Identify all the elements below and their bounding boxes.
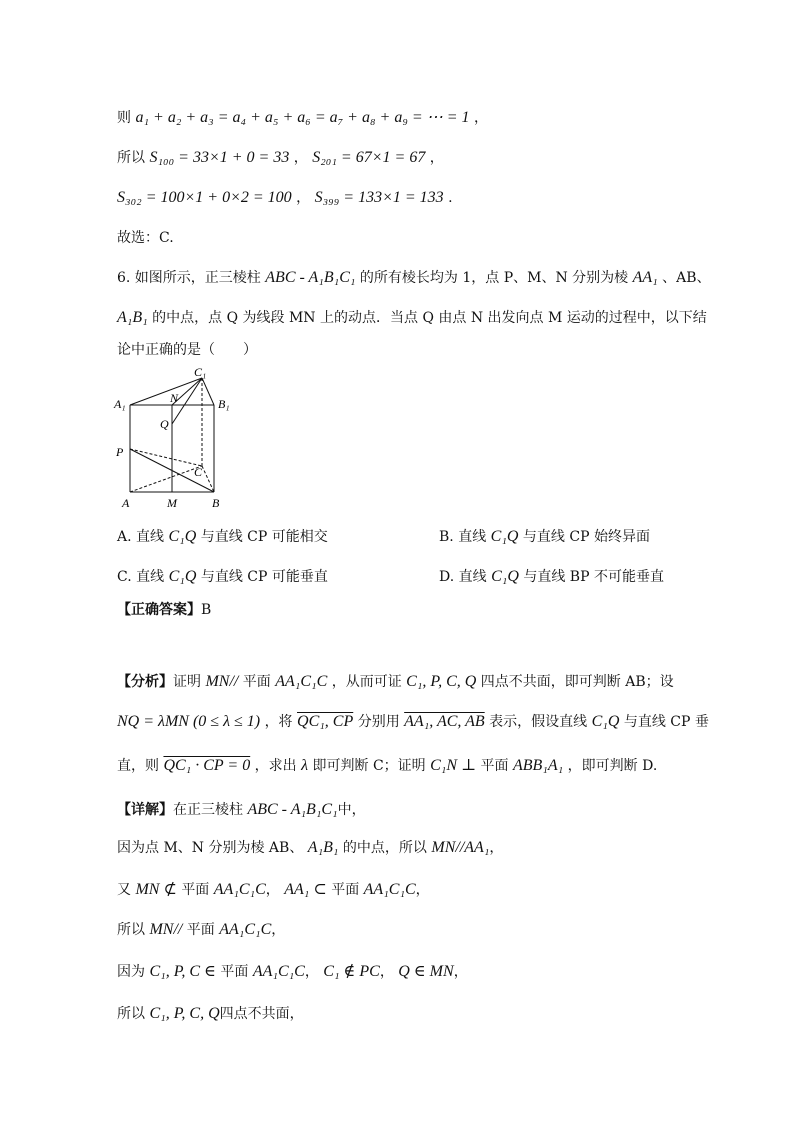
math-expression: MN ⊄ bbox=[135, 881, 177, 898]
math-expression: AA₁C₁C bbox=[252, 963, 305, 980]
sol5-line-2 bbox=[117, 148, 444, 168]
text: D. 直线 bbox=[439, 569, 487, 585]
correct-answer bbox=[117, 600, 211, 620]
math-expression: S₃₉₉ = 133×1 = 133 bbox=[314, 189, 444, 206]
text: 所以 bbox=[117, 150, 145, 166]
edge-a1c1 bbox=[130, 378, 202, 405]
math-expression: λ bbox=[301, 757, 309, 774]
answer-value: B bbox=[201, 602, 212, 618]
label-c1: C₁ bbox=[194, 365, 207, 379]
text: ， bbox=[489, 840, 504, 856]
text: 分别用 bbox=[357, 714, 400, 730]
q6-stem-line-3: 论中正确的是（ ） bbox=[117, 342, 257, 358]
text: 6. 如图所示，正三棱柱 bbox=[117, 270, 261, 286]
segment-pc bbox=[130, 449, 202, 466]
analysis-line-1 bbox=[117, 672, 674, 692]
text: 所以 bbox=[117, 922, 145, 938]
punct: . bbox=[448, 190, 453, 206]
text: 与直线 CP 始终异面 bbox=[522, 529, 650, 545]
math-expression: Q ∈ MN bbox=[398, 963, 454, 980]
math-expression: C₁Q bbox=[591, 713, 620, 730]
math-expression: A₁B₁ bbox=[117, 309, 148, 326]
math-expression: MN// bbox=[205, 673, 239, 690]
text: ， bbox=[453, 964, 468, 980]
math-expression: S₃₀₂ = 100×1 + 0×2 = 100 bbox=[117, 189, 292, 206]
text: 又 bbox=[117, 882, 131, 898]
math-expression: C₁, P, C ∈ bbox=[149, 963, 216, 980]
text: 与直线 CP 垂 bbox=[623, 714, 709, 730]
label-m: M bbox=[167, 496, 177, 510]
text: 与直线 BP 不可能垂直 bbox=[523, 569, 664, 585]
math-expression: AA₁ bbox=[632, 269, 658, 286]
sol5-line-3 bbox=[117, 188, 453, 208]
text: ，从而可证 bbox=[331, 674, 402, 690]
text: ，即可判断 D. bbox=[567, 758, 658, 774]
label-n: N bbox=[170, 391, 179, 405]
text: 则 bbox=[117, 110, 131, 126]
detail-line-6 bbox=[117, 1004, 304, 1024]
text: 平面 bbox=[186, 922, 215, 938]
math-expression: C₁, P, C, Q bbox=[149, 1005, 220, 1022]
math-expression: S₁₀₀ = 33×1 + 0 = 33 bbox=[149, 149, 290, 166]
label-p: P bbox=[116, 445, 124, 459]
text: 与直线 CP 可能垂直 bbox=[200, 569, 328, 585]
text: ，将 bbox=[264, 714, 293, 730]
label-c: C bbox=[194, 465, 203, 479]
analysis-line-2 bbox=[117, 712, 709, 732]
text: 平面 bbox=[220, 964, 249, 980]
text: ， bbox=[265, 882, 280, 898]
math-expression: AA₁C₁C bbox=[275, 673, 328, 690]
math-expression: MN// bbox=[149, 921, 183, 938]
analysis-label: 【分析】 bbox=[117, 674, 173, 690]
q6-stem-line-2 bbox=[117, 308, 707, 328]
math-expression: ABC - A₁B₁C₁ bbox=[247, 801, 338, 818]
detail-line-4 bbox=[117, 920, 285, 940]
text: 所以 bbox=[117, 1006, 145, 1022]
label-q: Q bbox=[160, 417, 169, 431]
sol5-line-1 bbox=[117, 108, 488, 128]
math-expression: C₁Q bbox=[168, 568, 197, 585]
text: ， bbox=[379, 964, 394, 980]
edge-cb bbox=[202, 466, 214, 492]
math-expression: ABB₁A₁ bbox=[512, 757, 564, 774]
detail-label: 【详解】 bbox=[117, 802, 173, 818]
math-expression: MN//AA₁ bbox=[431, 839, 490, 856]
text: 的中点，点 Q 为线段 MN 上的动点．当点 Q 由点 N 出发向点 M 运动的过程中，以下结 bbox=[152, 310, 707, 326]
option-b bbox=[439, 527, 650, 547]
text: 因为 bbox=[117, 964, 145, 980]
label-a: A bbox=[122, 496, 130, 510]
math-expression: AA₁C₁C bbox=[213, 881, 266, 898]
answer-label: 【正确答案】 bbox=[117, 602, 201, 618]
math-expression: ABC - A₁B₁C₁ bbox=[265, 269, 356, 286]
analysis-line-3 bbox=[117, 756, 657, 776]
math-expression: A₁B₁ bbox=[307, 839, 339, 856]
text: 证明 bbox=[173, 674, 201, 690]
math-expression: S₂₀₁ = 67×1 = 67 bbox=[312, 149, 426, 166]
text: 平面 bbox=[480, 758, 509, 774]
math-expression: C₁, P, C, Q bbox=[406, 673, 477, 690]
label-b1: B₁ bbox=[218, 397, 230, 411]
text: 平面 bbox=[331, 882, 360, 898]
text: ， bbox=[304, 964, 319, 980]
text: 中， bbox=[337, 802, 366, 818]
text: ，求出 bbox=[254, 758, 297, 774]
text: 与直线 CP 可能相交 bbox=[200, 529, 328, 545]
math-expression: AA₁C₁C bbox=[219, 921, 272, 938]
prism-figure bbox=[110, 364, 250, 514]
option-d bbox=[439, 567, 664, 587]
detail-line-5 bbox=[117, 962, 468, 982]
edge-ac bbox=[130, 466, 202, 492]
sol5-answer: 故选：C. bbox=[117, 230, 174, 246]
text: B. 直线 bbox=[439, 529, 487, 545]
detail-line-3 bbox=[117, 880, 430, 900]
math-expression: AA₁C₁C bbox=[363, 881, 416, 898]
math-expression: C₁N ⊥ bbox=[430, 757, 477, 774]
text: 直，则 bbox=[117, 758, 159, 774]
detail-line-2 bbox=[117, 838, 503, 858]
math-expression: a₁ + a₂ + a₃ = a₄ + a₅ + a₆ = a₇ + a₈ + a₉ = ⋯ = 1 bbox=[135, 109, 470, 126]
text: 的中点，所以 bbox=[342, 840, 427, 856]
punct: ， bbox=[296, 190, 311, 206]
math-expression: NQ = λMN (0 ≤ λ ≤ 1) bbox=[117, 713, 261, 730]
text: 、AB、 bbox=[662, 270, 711, 286]
option-c bbox=[117, 567, 328, 587]
math-expression: C₁Q bbox=[490, 528, 519, 545]
math-expression: C₁Q bbox=[168, 528, 197, 545]
vector-expression: AA₁, AC, AB bbox=[404, 713, 485, 730]
text: ， bbox=[415, 882, 430, 898]
text: 平面 bbox=[181, 882, 210, 898]
label-b: B bbox=[212, 496, 220, 510]
text: 因为点 M、N 分别为棱 AB、 bbox=[117, 840, 304, 856]
vector-expression: QC₁ · CP = 0 bbox=[163, 757, 251, 774]
q6-stem-line-1 bbox=[117, 268, 711, 288]
text: C. 直线 bbox=[117, 569, 165, 585]
edge-c1b1 bbox=[202, 378, 214, 405]
math-expression: C₁Q bbox=[491, 568, 519, 585]
text: A. 直线 bbox=[117, 529, 165, 545]
punct: ， bbox=[429, 150, 444, 166]
math-expression: C₁ ∉ PC bbox=[323, 963, 380, 980]
text: 四点不共面， bbox=[219, 1006, 304, 1022]
text: ， bbox=[271, 922, 286, 938]
text: 四点不共面，即可判断 AB；设 bbox=[480, 674, 674, 690]
text: 即可判断 C；证明 bbox=[312, 758, 426, 774]
punct: ， bbox=[293, 150, 308, 166]
text: 表示，假设直线 bbox=[489, 714, 588, 730]
text: 平面 bbox=[242, 674, 271, 690]
text: 的所有棱长均为 1，点 P、M、N 分别为棱 bbox=[359, 270, 629, 286]
math-expression: AA₁ ⊂ bbox=[284, 881, 327, 898]
option-a bbox=[117, 527, 328, 547]
label-a1: A₁ bbox=[114, 397, 126, 411]
vector-expression: QC₁, CP bbox=[297, 713, 354, 730]
detail-line-1 bbox=[117, 800, 366, 820]
punct: ， bbox=[473, 110, 488, 126]
text: 在正三棱柱 bbox=[173, 802, 243, 818]
